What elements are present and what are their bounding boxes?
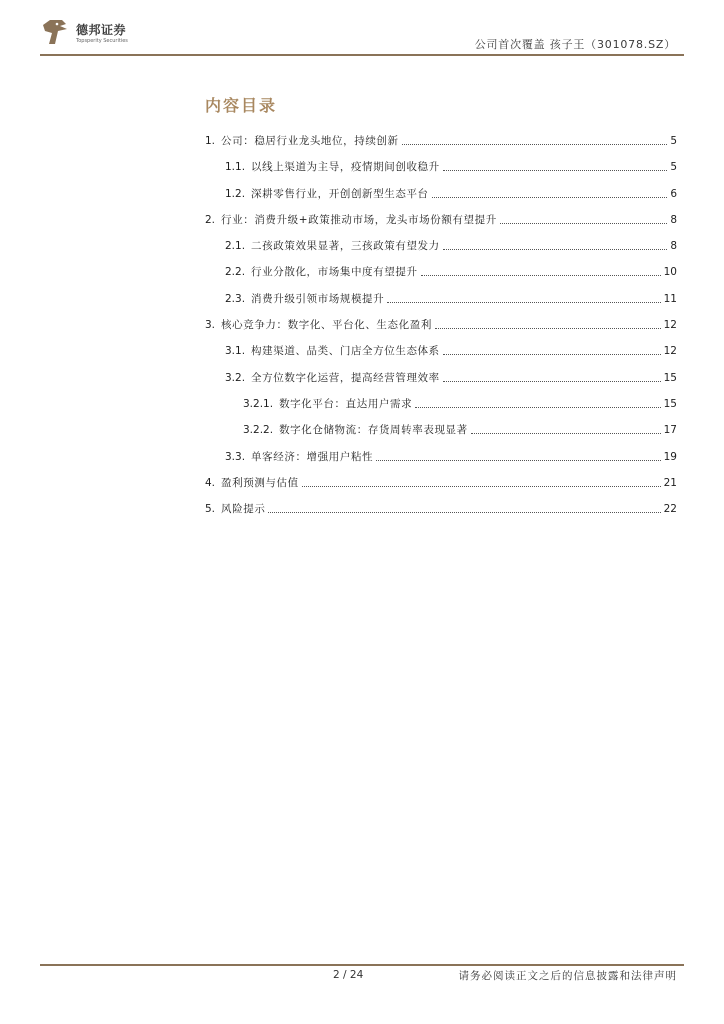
toc-number: 1. bbox=[205, 135, 216, 147]
toc-text: 盈利预测与估值 bbox=[221, 476, 299, 489]
toc-entry[interactable] bbox=[205, 264, 677, 290]
toc-page: 8 bbox=[670, 213, 677, 226]
toc-text: 二孩政策效果显著，三孩政策有望发力 bbox=[251, 240, 440, 253]
toc-leader bbox=[268, 501, 660, 513]
toc-page: 6 bbox=[670, 187, 677, 200]
toc-text: 单客经济：增强用户粘性 bbox=[251, 450, 374, 463]
report-tag: 公司首次覆盖 孩子王（301078.SZ） bbox=[474, 38, 676, 51]
toc-number: 2.2. bbox=[225, 266, 246, 279]
toc-number: 3. bbox=[205, 319, 216, 332]
toc-page: 11 bbox=[663, 292, 677, 305]
toc-text: 风险提示 bbox=[221, 503, 266, 516]
toc-number: 3.2.1. bbox=[243, 397, 274, 410]
toc-leader bbox=[443, 238, 668, 250]
toc-entry[interactable] bbox=[205, 396, 677, 422]
footer-divider bbox=[40, 964, 684, 966]
toc-text: 行业分散化，市场集中度有望提升 bbox=[251, 266, 418, 279]
toc-page: 5 bbox=[670, 161, 677, 174]
toc-entry[interactable] bbox=[205, 449, 677, 475]
toc-text: 全方位数字化运营，提高经营管理效率 bbox=[251, 371, 440, 384]
toc-number: 2. bbox=[205, 213, 216, 226]
toc-page: 15 bbox=[663, 371, 677, 384]
toc-page: 19 bbox=[663, 450, 677, 463]
toc-entry[interactable] bbox=[205, 291, 677, 317]
toc-entry[interactable] bbox=[205, 159, 677, 185]
toc-text: 消费升级引领市场规模提升 bbox=[251, 292, 385, 305]
toc-entry[interactable] bbox=[205, 370, 677, 396]
toc-text: 公司：稳居行业龙头地位，持续创新 bbox=[221, 135, 399, 147]
disclaimer-note: 请务必阅读正文之后的信息披露和法律声明 bbox=[458, 970, 677, 982]
toc-text: 数字化平台：直达用户需求 bbox=[279, 397, 413, 410]
toc-leader bbox=[500, 212, 667, 224]
toc-leader bbox=[432, 186, 668, 198]
toc-number: 3.2.2. bbox=[243, 424, 274, 437]
toc-leader bbox=[443, 370, 661, 382]
toc-page: 12 bbox=[663, 319, 677, 332]
toc-page: 8 bbox=[670, 240, 677, 253]
toc-entry[interactable] bbox=[205, 317, 677, 343]
toc-text: 行业：消费升级+政策推动市场，龙头市场份额有望提升 bbox=[221, 213, 497, 226]
header-divider bbox=[40, 54, 684, 56]
toc-page: 5 bbox=[670, 135, 677, 147]
toc-number: 2.1. bbox=[225, 240, 246, 253]
toc-number: 3.2. bbox=[225, 371, 246, 384]
logo-en-text: Topsperity Securities bbox=[76, 38, 128, 44]
toc-number: 1.1. bbox=[225, 161, 246, 174]
toc-entry[interactable] bbox=[205, 238, 677, 264]
toc-entry[interactable] bbox=[205, 343, 677, 369]
toc-page: 12 bbox=[663, 345, 677, 358]
page-number: 2 / 24 bbox=[333, 969, 364, 981]
toc-entry[interactable] bbox=[205, 212, 677, 238]
toc-leader bbox=[471, 422, 661, 434]
toc-number: 5. bbox=[205, 503, 216, 516]
toc-leader bbox=[421, 264, 661, 276]
toc-number: 3.1. bbox=[225, 345, 246, 358]
toc-page: 17 bbox=[663, 424, 677, 437]
toc-number: 1.2. bbox=[225, 187, 246, 200]
toc-leader bbox=[387, 291, 660, 303]
toc-text: 以线上渠道为主导，疫情期间创收稳升 bbox=[251, 161, 440, 174]
company-logo bbox=[40, 17, 140, 47]
toc-entry[interactable] bbox=[205, 501, 677, 527]
toc-leader bbox=[302, 475, 661, 487]
logo-cn-text: 德邦证券 bbox=[76, 23, 127, 37]
toc-leader bbox=[402, 133, 668, 145]
toc-entry[interactable] bbox=[205, 186, 677, 212]
table-of-contents bbox=[205, 133, 677, 527]
toc-entry[interactable] bbox=[205, 422, 677, 448]
toc-page: 21 bbox=[663, 476, 677, 489]
toc-leader bbox=[443, 159, 668, 171]
toc-leader bbox=[376, 449, 660, 461]
toc-entry[interactable] bbox=[205, 475, 677, 501]
logo-emblem-icon bbox=[40, 17, 70, 47]
toc-text: 构建渠道、品类、门店全方位生态体系 bbox=[251, 345, 440, 358]
toc-leader bbox=[443, 343, 661, 355]
toc-text: 核心竞争力：数字化、平台化、生态化盈利 bbox=[221, 319, 432, 332]
toc-number: 4. bbox=[205, 476, 216, 489]
toc-title: 内容目录 bbox=[205, 96, 278, 115]
toc-text: 深耕零售行业，开创创新型生态平台 bbox=[251, 187, 429, 200]
toc-entry[interactable] bbox=[205, 133, 677, 159]
toc-page: 22 bbox=[663, 503, 677, 516]
toc-page: 10 bbox=[663, 266, 677, 279]
toc-number: 2.3. bbox=[225, 292, 246, 305]
toc-leader bbox=[415, 396, 660, 408]
toc-number: 3.3. bbox=[225, 450, 246, 463]
toc-leader bbox=[435, 317, 661, 329]
toc-text: 数字化仓储物流：存货周转率表现显著 bbox=[279, 424, 468, 437]
toc-page: 15 bbox=[663, 397, 677, 410]
